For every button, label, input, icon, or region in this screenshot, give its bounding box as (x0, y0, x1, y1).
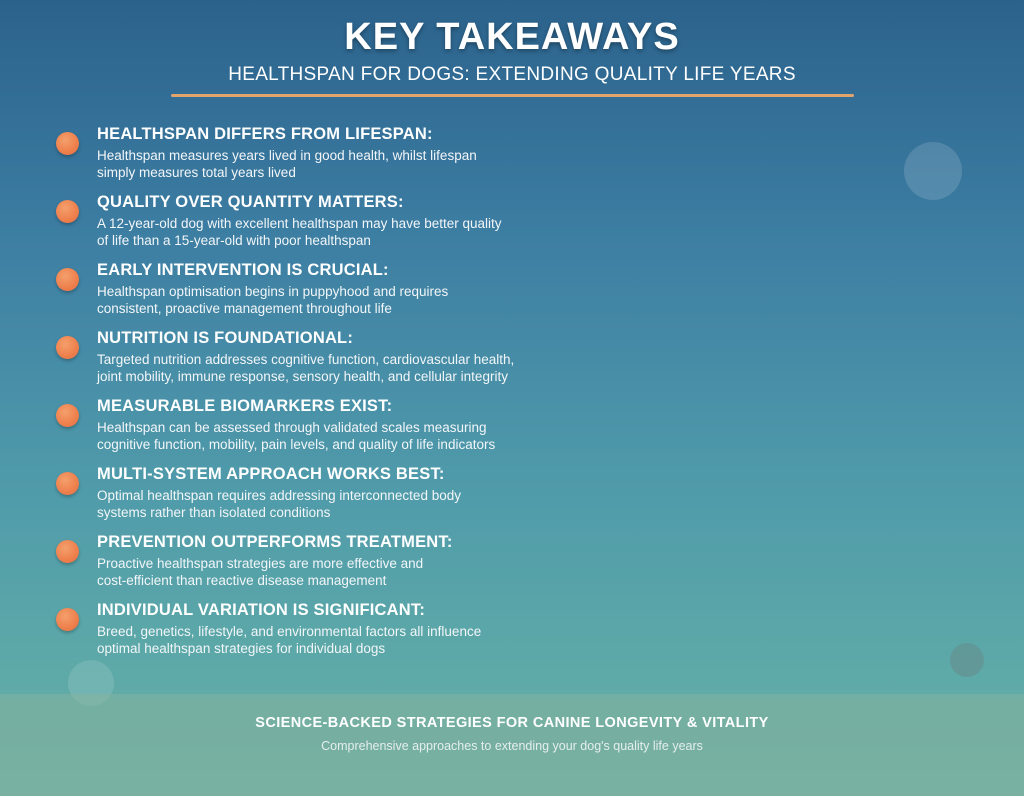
bullet-dot-icon (56, 540, 79, 563)
bullet-dot-icon (56, 404, 79, 427)
takeaway-description (97, 419, 616, 453)
takeaway-line: Breed, genetics, lifestyle, and environmental factors all influence (97, 624, 482, 639)
takeaway-description (97, 147, 616, 181)
takeaway-line: systems rather than isolated conditions (97, 505, 331, 520)
takeaway-line: cognitive function, mobility, pain levels, and quality of life indicators (97, 437, 496, 452)
decorative-circle (904, 142, 962, 200)
footer-title: SCIENCE-BACKED STRATEGIES FOR CANINE LONGEVITY & VITALITY (255, 715, 769, 731)
takeaway-item (56, 326, 616, 394)
takeaway-description (97, 215, 616, 249)
bullet-dot-icon (56, 472, 79, 495)
takeaway-item (56, 462, 616, 530)
takeaway-item (56, 598, 616, 666)
takeaway-item (56, 530, 616, 598)
takeaway-heading: INDIVIDUAL VARIATION IS SIGNIFICANT: (97, 601, 426, 619)
takeaway-description (97, 487, 616, 521)
takeaway-line: consistent, proactive management throughout life (97, 301, 392, 316)
takeaway-line: Healthspan can be assessed through validated scales measuring (97, 420, 487, 435)
takeaway-heading: MEASURABLE BIOMARKERS EXIST: (97, 397, 393, 415)
takeaway-heading: PREVENTION OUTPERFORMS TREATMENT: (97, 533, 453, 551)
takeaway-line: Proactive healthspan strategies are more effective and (97, 556, 424, 571)
takeaway-heading: NUTRITION IS FOUNDATIONAL: (97, 329, 354, 347)
bullet-dot-icon (56, 268, 79, 291)
takeaway-line: Healthspan optimisation begins in puppyhood and requires (97, 284, 449, 299)
takeaway-description (97, 623, 616, 657)
takeaway-description (97, 351, 616, 385)
takeaway-line: Optimal healthspan requires addressing interconnected body (97, 488, 461, 503)
takeaway-line: of life than a 15-year-old with poor healthspan (97, 233, 371, 248)
bullet-dot-icon (56, 200, 79, 223)
footer-subtitle: Comprehensive approaches to extending your dog's quality life years (321, 739, 703, 753)
takeaway-item (56, 122, 616, 190)
page-subtitle: HEALTHSPAN FOR DOGS: EXTENDING QUALITY LIFE YEARS (228, 64, 796, 85)
takeaway-item (56, 258, 616, 326)
takeaway-line: joint mobility, immune response, sensory health, and cellular integrity (97, 369, 508, 384)
takeaway-description (97, 555, 616, 589)
takeaway-line: Targeted nutrition addresses cognitive function, cardiovascular health, (97, 352, 515, 367)
takeaway-description (97, 283, 616, 317)
takeaway-line: cost-efficient than reactive disease management (97, 573, 387, 588)
takeaway-item (56, 394, 616, 462)
takeaway-line: A 12-year-old dog with excellent healthspan may have better quality (97, 216, 502, 231)
takeaway-heading: HEALTHSPAN DIFFERS FROM LIFESPAN: (97, 125, 433, 143)
bullet-dot-icon (56, 336, 79, 359)
takeaway-item (56, 190, 616, 258)
takeaway-heading: QUALITY OVER QUANTITY MATTERS: (97, 193, 404, 211)
title-divider (171, 94, 854, 97)
decorative-circle (950, 643, 984, 677)
takeaway-line: simply measures total years lived (97, 165, 296, 180)
takeaway-heading: EARLY INTERVENTION IS CRUCIAL: (97, 261, 389, 279)
takeaway-line: Healthspan measures years lived in good health, whilst lifespan (97, 148, 477, 163)
bullet-dot-icon (56, 608, 79, 631)
takeaways-list (56, 122, 616, 666)
page-title: KEY TAKEAWAYS (344, 16, 680, 58)
page-footer (0, 694, 1024, 796)
takeaway-line: optimal healthspan strategies for individual dogs (97, 641, 386, 656)
takeaway-heading: MULTI-SYSTEM APPROACH WORKS BEST: (97, 465, 445, 483)
page-header (0, 14, 1024, 88)
bullet-dot-icon (56, 132, 79, 155)
